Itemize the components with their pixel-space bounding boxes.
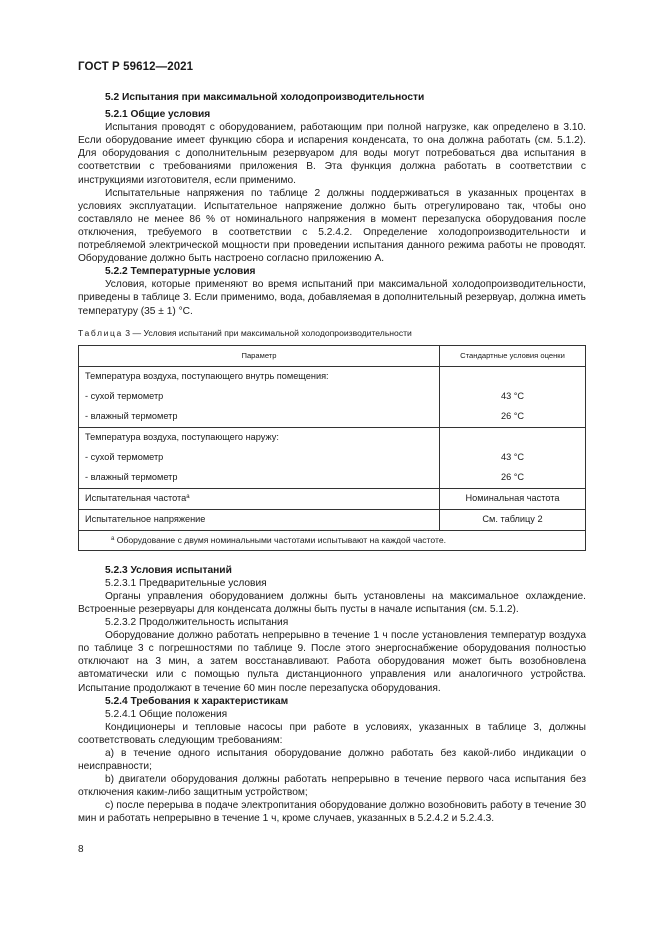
page-number: 8 (78, 844, 84, 855)
table-row (79, 387, 586, 407)
table-cell (440, 427, 586, 448)
table-row (79, 366, 586, 387)
paragraph: Оборудование должно работать непрерывно в течение 1 ч после установления температур воздуха по таблице 3 с погрешностями по таблице 9. После этого энергоснабжение оборудования полностью отключают на 3 мин, а затем восстанавливают. Работа оборудования может быть возобновлена автоматически или с помощью пульта дистанционного управления или аналогичного устройства. Испытание продолжают в течение 60 мин после перезапуска оборудования. (78, 630, 586, 694)
table-caption-label: Таблица (78, 327, 123, 338)
paragraph: Испытания проводят с оборудованием, работающим при полной нагрузке, как определено в 3.10. Если оборудование имеет функцию сбора и испарения конденсата, то она должна работать (см. 5.1.2). Для оборудования с дополнительным резервуаром для воды могут потребоваться два испытания в соответствии с требованиями приложения В. Эта функция должна работать в соответствии с инструкциями изготовителя, если применимо. (78, 122, 586, 186)
table-cell: - влажный термометр (79, 407, 440, 428)
column-header-conditions: Стандартные условия оценки (440, 345, 586, 366)
table-cell: Номинальная частота (440, 488, 586, 509)
footnote-text: Оборудование с двумя номинальными частотами испытывают на каждой частоте. (114, 534, 446, 545)
table-cell: 43 °C (440, 448, 586, 468)
section-5-2-3-2-title: 5.2.3.2 Продолжительность испытания (105, 617, 289, 629)
table-cell: - влажный термометр (79, 468, 440, 489)
section-5-2-4-1-title: 5.2.4.1 Общие положения (105, 708, 228, 720)
list-item-a: а) в течение одного испытания оборудование должно работать без какой-либо индикации о неисправности; (78, 748, 586, 773)
table-cell: Испытательное напряжение (79, 509, 440, 530)
paragraph: Испытательные напряжения по таблице 2 должны поддерживаться в указанных процентах в условиях эксплуатации. Испытательное напряжение должно быть отрегулировано так, чтобы оно составляло не менее 86 % от номинального напряжения в момент перезапуска оборудования после отключения, требуемого в соответствии с 5.2.4.2. Определение холодопроизводительности и потребляемой электрической мощности при проведении испытания данного режима работы не проводят. Оборудование должно быть настроено согласно приложению А. (78, 187, 586, 265)
paragraph: Условия, которые применяют во время испытаний при максимальной холодопроизводительности, приведены в таблице 3. Если применимо, вода, добавляемая в дополнительный резервуар, должна иметь температуру (35 ± 1) °C. (78, 279, 586, 317)
section-5-2-1-title: 5.2.1 Общие условия (105, 109, 211, 121)
footnote-mark: а (111, 535, 115, 542)
footnote-mark: а (186, 494, 190, 501)
table-cell: - сухой термометр (79, 448, 440, 468)
table-footnote-row (79, 530, 586, 550)
table-row (79, 488, 586, 509)
table-row (79, 468, 586, 489)
paragraph: Кондиционеры и тепловые насосы при работе в условиях, указанных в таблице 3, должны соответствовать следующим требованиям: (78, 721, 586, 746)
column-header-parameter: Параметр (79, 345, 440, 366)
table-header-row (79, 345, 586, 366)
list-item-b: b) двигатели оборудования должны работать непрерывно в течение первого часа испытания без отключения каким-либо защитным устройством; (78, 774, 586, 799)
paragraph: Органы управления оборудованием должны быть установлены на максимальное охлаждение. Встроенные резервуары для конденсата должны быть пусты в начале испытания (см. 5.1.2). (78, 590, 586, 615)
table-row (79, 448, 586, 468)
table-row (79, 427, 586, 448)
table-footnote (79, 530, 586, 550)
section-5-2-3-1-title: 5.2.3.1 Предварительные условия (105, 577, 267, 589)
table-cell (79, 488, 440, 509)
section-5-2-2-title: 5.2.2 Температурные условия (105, 266, 256, 278)
table-cell: - сухой термометр (79, 387, 440, 407)
table-cell: См. таблицу 2 (440, 509, 586, 530)
document-id: ГОСТ Р 59612—2021 (78, 61, 194, 73)
table-cell: 26 °C (440, 407, 586, 428)
table-cell (440, 366, 586, 387)
table-cell: 26 °C (440, 468, 586, 489)
section-5-2-title: 5.2 Испытания при максимальной холодопроизводительности (105, 92, 425, 103)
section-5-2-4-title: 5.2.4 Требования к характеристикам (105, 695, 289, 707)
table-cell-text: Испытательная частота (85, 493, 187, 504)
table-cell: 43 °C (440, 387, 586, 407)
section-5-2-3-title: 5.2.3 Условия испытаний (105, 564, 232, 576)
table-caption (78, 327, 586, 340)
table-row (79, 407, 586, 428)
table-cell: Температура воздуха, поступающего наружу: (79, 427, 440, 448)
table-row (79, 509, 586, 530)
document-body (78, 91, 586, 826)
table-cell: Температура воздуха, поступающего внутрь помещения: (79, 366, 440, 387)
table-3 (78, 345, 586, 551)
table-caption-text: 3 — Условия испытаний при максимальной холодопроизводительности (122, 327, 412, 338)
list-item-c: с) после перерыва в подаче электропитания оборудование должно возобновить работу в течение 30 мин и работать непрерывно в течение 1 ч, кроме случаев, указанных в 5.2.4.2 и 5.2.4.3. (78, 800, 586, 825)
